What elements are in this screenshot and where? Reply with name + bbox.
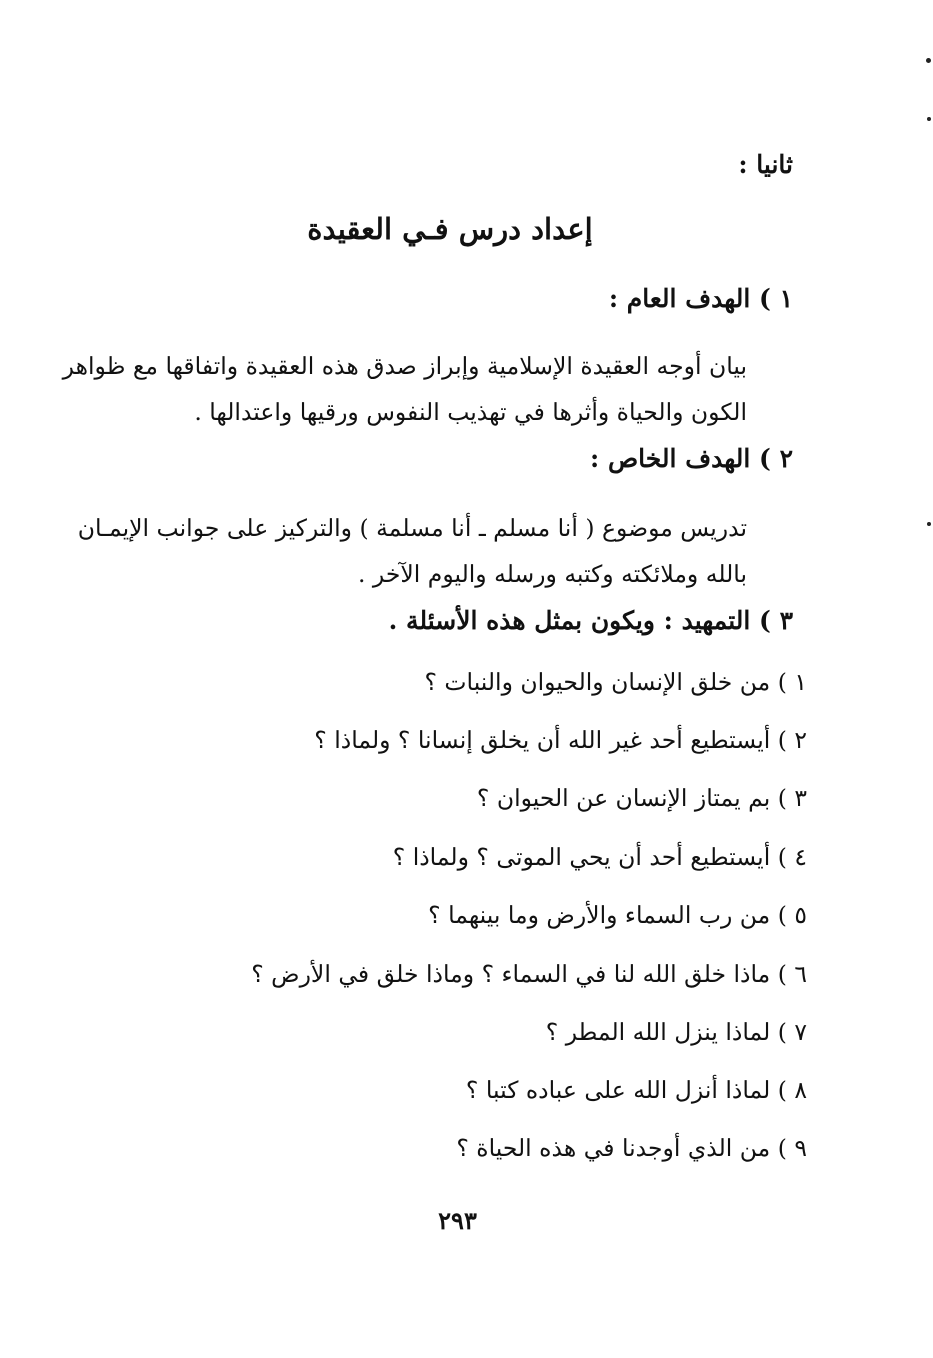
section-heading-general-goal: ١ ) الهدف العام :	[608, 284, 793, 313]
page-title: إعداد درس فـي العقيدة	[307, 212, 593, 246]
paragraph-line: بيان أوجه العقيدة الإسلامية وإبراز صدق هذه العقيدة واتفاقها مع ظواهر	[62, 352, 747, 380]
question-item: ٤ ) أيستطيع أحد أن يحي الموتى ؟ ولماذا ؟	[392, 843, 807, 871]
section-heading-specific-goal: ٢ ) الهدف الخاص :	[590, 444, 793, 473]
paragraph-line: بالله وملائكته وكتبه ورسله واليوم الآخر .	[357, 560, 747, 588]
paragraph-line: الكون والحياة وأثرها في تهذيب النفوس ورقيها واعتدالها .	[194, 398, 747, 426]
question-item: ٩ ) من الذي أوجدنا في هذه الحياة ؟	[456, 1134, 807, 1162]
scan-mark	[927, 522, 931, 526]
question-item: ٦ ) ماذا خلق الله لنا في السماء ؟ وماذا خلق في الأرض ؟	[251, 960, 807, 988]
scan-mark	[927, 117, 931, 121]
section-heading-introduction: ٣ ) التمهيد : ويكون بمثل هذه الأسئلة .	[388, 606, 793, 635]
question-item: ٨ ) لماذا أنزل الله على عباده كتبا ؟	[465, 1076, 807, 1104]
paragraph-line: تدريس موضوع ( أنا مسلم ـ أنا مسلمة ) والتركيز على جوانب الإيمـان	[77, 514, 747, 542]
question-item: ١ ) من خلق الإنسان والحيوان والنبات ؟	[424, 668, 807, 696]
question-item: ٥ ) من رب السماء والأرض وما بينهما ؟	[428, 901, 807, 929]
question-item: ٢ ) أيستطيع أحد غير الله أن يخلق إنسانا ؟ ولماذا ؟	[314, 726, 807, 754]
question-item: ٣ ) بم يمتاز الإنسان عن الحيوان ؟	[476, 784, 807, 812]
scan-mark	[926, 58, 931, 63]
question-item: ٧ ) لماذا ينزل الله المطر ؟	[545, 1018, 807, 1046]
section-label: ثانيا :	[738, 150, 793, 179]
page-number: ٢٩٣	[438, 1206, 477, 1235]
